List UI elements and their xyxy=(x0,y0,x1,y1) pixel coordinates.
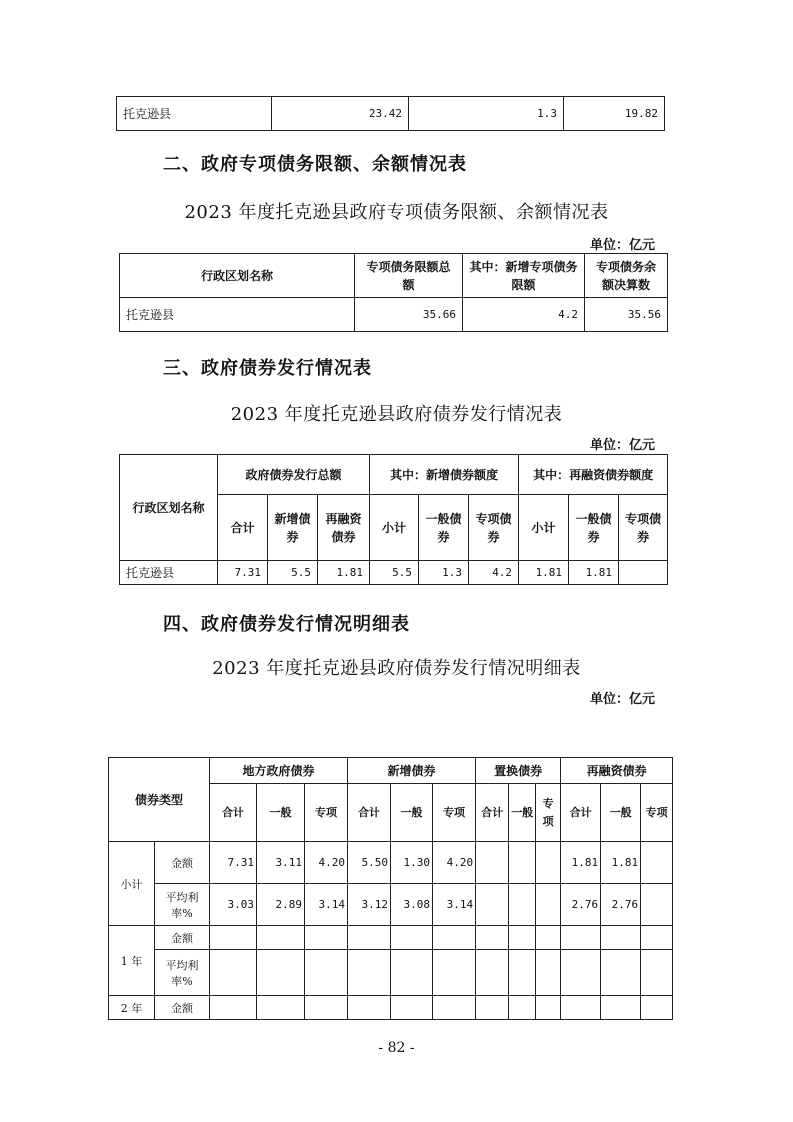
column-header: 专项 xyxy=(433,784,476,842)
group-header: 地方政府债券 xyxy=(210,758,348,784)
table-row xyxy=(117,97,665,131)
value-cell: 1.3 xyxy=(419,561,469,585)
value-cell xyxy=(476,842,509,884)
region-cell: 托克逊县 xyxy=(117,97,272,131)
value-cell xyxy=(509,842,536,884)
period-cell: 2 年 xyxy=(109,996,155,1020)
column-header: 一般 xyxy=(509,784,536,842)
value-cell: 3.08 xyxy=(391,884,433,926)
column-header: 合计 xyxy=(561,784,601,842)
column-header: 合计 xyxy=(218,495,268,561)
group-header: 其中：新增债券额度 xyxy=(370,455,519,495)
column-header: 一般 xyxy=(601,784,641,842)
table-row xyxy=(109,842,673,884)
page-number: - 82 - xyxy=(378,1040,415,1056)
value-cell: 5.5 xyxy=(268,561,318,585)
group-header: 置换债券 xyxy=(476,758,561,784)
column-header: 一般 xyxy=(391,784,433,842)
unit-label: 单位：亿元 xyxy=(590,692,656,707)
table-title: 2023 年度托克逊县政府债券发行情况明细表 xyxy=(212,658,581,679)
value-cell xyxy=(641,842,673,884)
column-header: 小计 xyxy=(370,495,419,561)
column-header: 专项债券 xyxy=(469,495,519,561)
value-cell: 1.81 xyxy=(601,842,641,884)
column-header: 一般 xyxy=(257,784,305,842)
column-header: 合计 xyxy=(476,784,509,842)
metric-cell: 金额 xyxy=(155,926,210,950)
value-cell: 3.03 xyxy=(210,884,257,926)
table-title: 2023 年度托克逊县政府债券发行情况表 xyxy=(230,404,563,425)
table-title: 2023 年度托克逊县政府专项债务限额、余额情况表 xyxy=(184,202,609,223)
column-header: 小计 xyxy=(519,495,569,561)
column-header: 专项 xyxy=(536,784,561,842)
unit-label: 单位：亿元 xyxy=(590,238,656,253)
value-cell: 3.14 xyxy=(305,884,348,926)
column-header: 专项债务余额决算数 xyxy=(585,254,668,298)
value-cell xyxy=(641,884,673,926)
column-header: 专项 xyxy=(305,784,348,842)
metric-cell: 平均利率% xyxy=(155,884,210,926)
value-cell: 3.14 xyxy=(433,884,476,926)
column-header: 一般债券 xyxy=(569,495,619,561)
table-debt-continuation xyxy=(116,96,665,131)
value-cell xyxy=(619,561,668,585)
value-cell: 35.56 xyxy=(585,298,668,332)
value-cell: 1.81 xyxy=(318,561,370,585)
section-heading: 二、政府专项债务限额、余额情况表 xyxy=(163,154,467,175)
table-bond-issuance-detail xyxy=(108,757,673,1020)
unit-label: 单位：亿元 xyxy=(590,438,656,453)
value-cell: 5.5 xyxy=(370,561,419,585)
metric-cell: 平均利率% xyxy=(155,950,210,996)
value-cell: 1.3 xyxy=(409,97,564,131)
value-cell: 4.2 xyxy=(469,561,519,585)
column-header: 新增债券 xyxy=(268,495,318,561)
value-cell: 2.76 xyxy=(601,884,641,926)
value-cell: 1.81 xyxy=(519,561,569,585)
value-cell: 1.81 xyxy=(569,561,619,585)
region-cell: 托克逊县 xyxy=(120,298,355,332)
section-heading: 三、政府债券发行情况表 xyxy=(163,358,372,379)
value-cell xyxy=(509,884,536,926)
column-header: 行政区划名称 xyxy=(120,254,355,298)
column-header: 专项债券 xyxy=(619,495,668,561)
value-cell: 5.50 xyxy=(348,842,391,884)
table-row xyxy=(109,996,673,1020)
section-heading: 四、政府债券发行情况明细表 xyxy=(163,614,410,635)
value-cell: 7.31 xyxy=(210,842,257,884)
metric-cell: 金额 xyxy=(155,996,210,1020)
value-cell: 1.81 xyxy=(561,842,601,884)
table-special-debt-limit xyxy=(119,253,668,332)
value-cell: 1.30 xyxy=(391,842,433,884)
value-cell: 19.82 xyxy=(564,97,665,131)
period-cell: 1 年 xyxy=(109,926,155,996)
column-header-type: 债券类型 xyxy=(109,758,210,842)
column-header: 一般债券 xyxy=(419,495,469,561)
value-cell: 4.20 xyxy=(433,842,476,884)
column-header: 专项债务限额总额 xyxy=(355,254,463,298)
table-header-row xyxy=(120,455,668,495)
value-cell: 3.11 xyxy=(257,842,305,884)
column-header-region: 行政区划名称 xyxy=(120,455,218,561)
column-header: 其中：新增专项债务限额 xyxy=(463,254,585,298)
value-cell xyxy=(536,842,561,884)
column-header: 专项 xyxy=(641,784,673,842)
value-cell: 3.12 xyxy=(348,884,391,926)
value-cell xyxy=(536,884,561,926)
column-header: 合计 xyxy=(210,784,257,842)
group-header: 再融资债券 xyxy=(561,758,673,784)
period-cell: 小计 xyxy=(109,842,155,926)
group-header: 新增债券 xyxy=(348,758,476,784)
value-cell: 4.20 xyxy=(305,842,348,884)
value-cell xyxy=(476,884,509,926)
column-header: 再融资债券 xyxy=(318,495,370,561)
value-cell: 2.76 xyxy=(561,884,601,926)
region-cell: 托克逊县 xyxy=(120,561,218,585)
value-cell: 7.31 xyxy=(218,561,268,585)
metric-cell: 金额 xyxy=(155,842,210,884)
value-cell: 2.89 xyxy=(257,884,305,926)
group-header: 政府债券发行总额 xyxy=(218,455,370,495)
table-header-row xyxy=(120,254,668,298)
value-cell: 23.42 xyxy=(272,97,409,131)
table-bond-issuance xyxy=(119,454,668,585)
table-row xyxy=(109,950,673,996)
group-header: 其中：再融资债券额度 xyxy=(519,455,668,495)
value-cell: 35.66 xyxy=(355,298,463,332)
table-row xyxy=(120,298,668,332)
column-header: 合计 xyxy=(348,784,391,842)
value-cell: 4.2 xyxy=(463,298,585,332)
table-row xyxy=(109,884,673,926)
table-row xyxy=(120,561,668,585)
table-row xyxy=(109,926,673,950)
table-header-row xyxy=(109,758,673,784)
